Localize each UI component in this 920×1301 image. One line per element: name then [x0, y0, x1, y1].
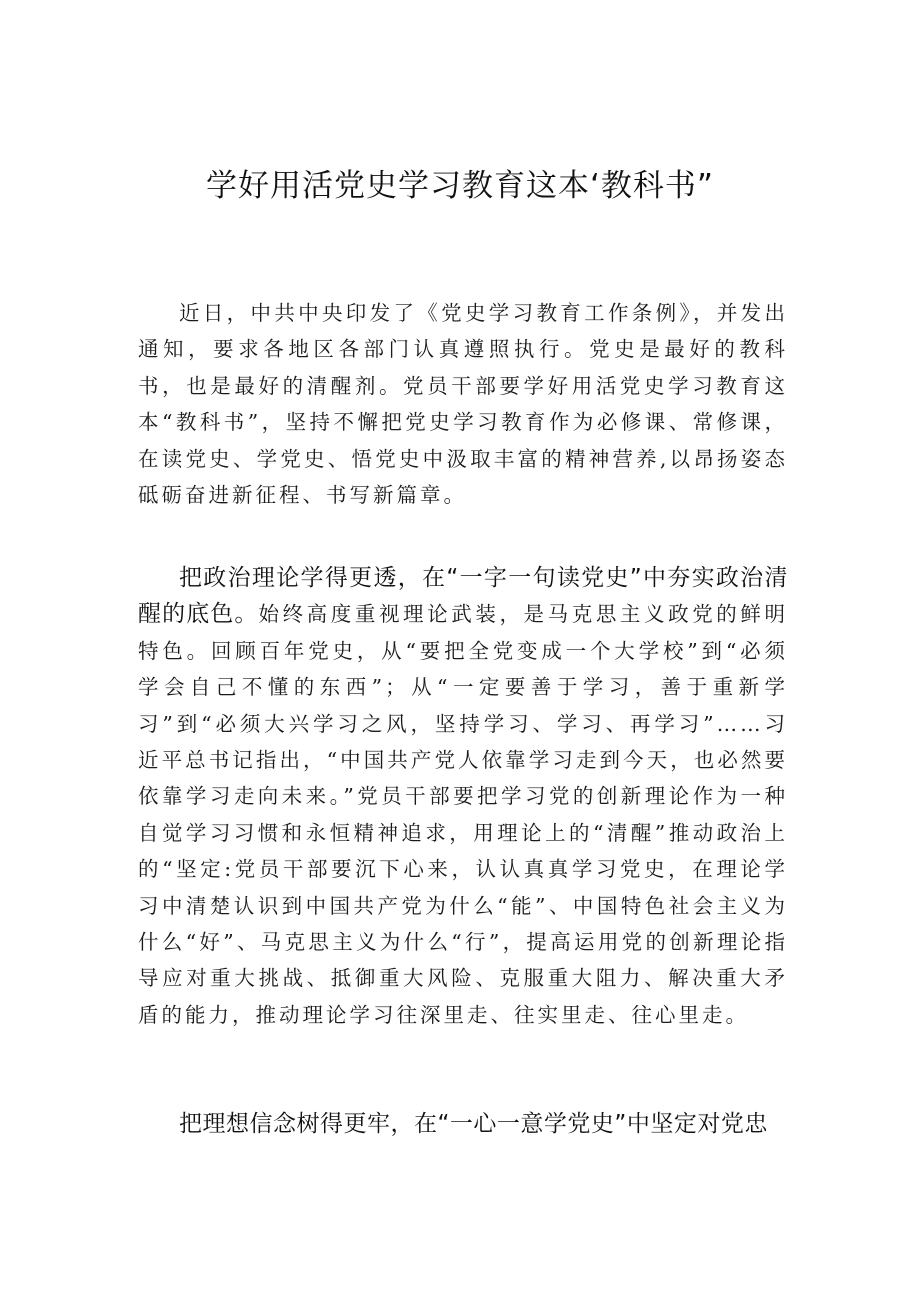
paragraph-political-theory: [138, 560, 788, 1033]
document-title: 学好用活党史学习教育这本‘教科书”: [206, 168, 714, 204]
paragraph-body: 始终高度重视理论武装，是马克思主义政党的鲜明特色。回顾百年党史，从“要把全党变成一个大学校”到“必须学会自己不懂的东西”；从“一定要善于学习，善于重新学习”到“必须大兴学习之风，坚持学习、学习、再学习”……习近平总书记指出，“中国共产党人依靠学习走到今天，也必然要依靠学习走向未来。”党员干部要把学习党的创新理论作为一种自觉学习习惯和永恒精神追求，用理论上的“清醒”推动政治上的“坚定:党员干部要沉下心来，认认真真学习党史，在理论学习中清楚认识到中国共产党为什么“能”、中国特色社会主义为什么“好”、马克思主义为什么“行”，提高运用党的创新理论指导应对重大挑战、抵御重大风险、克服重大阻力、解决重大矛盾的能力，推动理论学习往深里走、往实里走、往心里走。: [138, 602, 789, 1027]
paragraph-intro: [138, 295, 788, 513]
paragraph-lead: 把理想信念树得更牢，在“一心一意学党史”中坚定对党忠: [179, 1111, 768, 1137]
paragraph-lead: 把政治理论学得更透，在“一字一句读党史”中夯实政治清醒的底色。: [138, 565, 788, 628]
paragraph-ideals-faith: [138, 1106, 788, 1142]
paragraph-body: 近日，中共中央印发了《党史学习教育工作条例》，并发出通知，要求各地区各部门认真遵照执行。党史是最好的教科书，也是最好的清醒剂。党员干部要学好用活党史学习教育这本“教科书”，坚持不懈把党史学习教育作为必修课、常修课，在读党史、学党史、悟党史中汲取丰富的精神营养,以昂扬姿态砥砺奋进新征程、书写新篇章。: [138, 301, 788, 508]
